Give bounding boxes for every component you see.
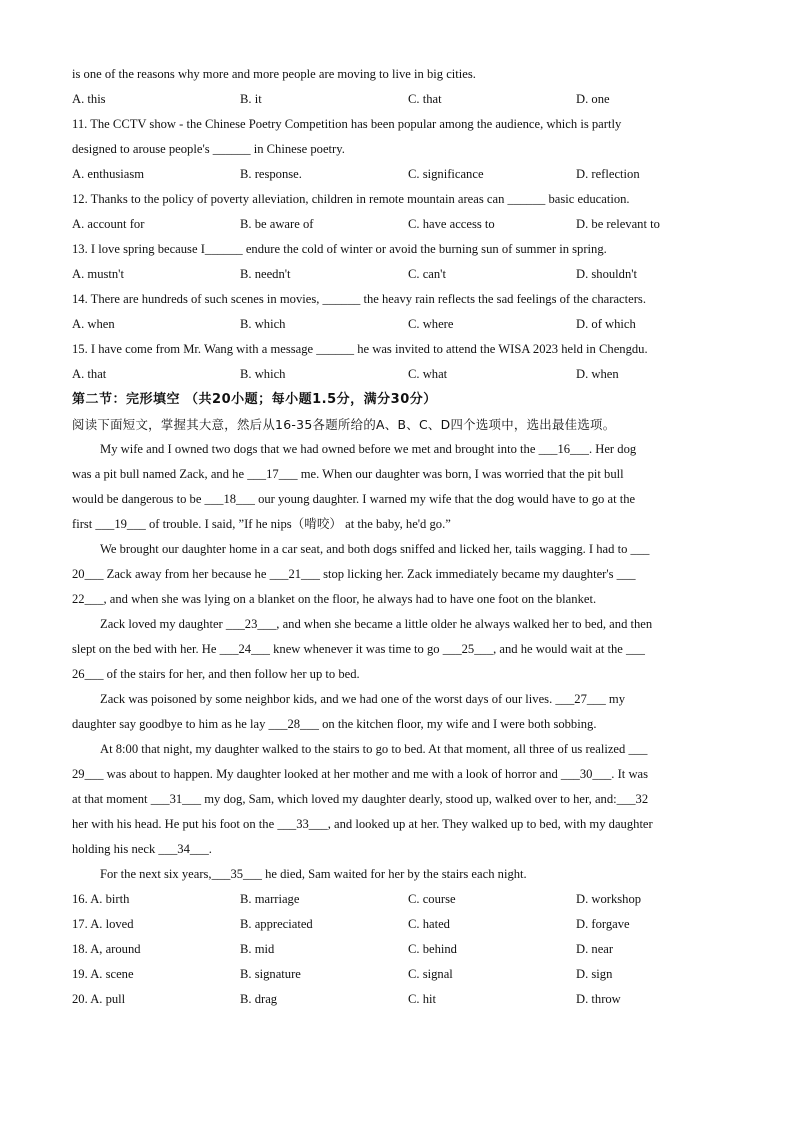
passage-line: Zack was poisoned by some neighbor kids, and we had one of the worst days of our lives. ___27___ my [100,692,625,706]
option-d: D. shouldn't [576,267,638,281]
option-b: B. signature [240,967,301,981]
option-d: D. forgave [576,917,630,931]
passage-line: Zack loved my daughter ___23___, and when she became a little older he always walked her to bed, and then [100,617,653,631]
option-d: D. reflection [576,167,640,181]
option-d: D. throw [576,992,621,1006]
passage-line: was a pit bull named Zack, and he ___17___ me. When our daughter was born, I was worried that the pit bull [72,467,624,481]
passage-line: 29___ was about to happen. My daughter looked at her mother and me with a look of horror and ___30___. It was [72,767,649,781]
option-c: C. have access to [408,217,495,231]
question-10-options [72,87,724,112]
passage-line: at that moment ___31___ my dog, Sam, which loved my daughter dearly, stood up, walked over to her, and:___32 [72,792,649,806]
passage-line: For the next six years,___35___ he died, Sam waited for her by the stairs each night. [100,867,527,881]
question-16-options [72,887,724,912]
option-b: B. response. [240,167,302,181]
question-12-options [72,212,724,237]
option-c: C. where [408,317,454,331]
passage-line: We brought our daughter home in a car seat, and both dogs sniffed and licked her, tails wagging. I had to ___ [100,542,650,556]
question-15-stem: 15. I have come from Mr. Wang with a message ______ he was invited to attend the WISA 2023 held in Chengdu. [72,342,648,356]
question-11-stem: 11. The CCTV show - the Chinese Poetry Competition has been popular among the audience, which is partly [72,117,622,131]
option-a: A. this [72,92,106,106]
option-a: 17. A. loved [72,917,134,931]
option-a: A. that [72,367,107,381]
option-d: D. of which [576,317,636,331]
option-d: D. sign [576,967,613,981]
passage-line: At 8:00 that night, my daughter walked to the stairs to go to bed. At that moment, all three of us realized ___ [100,742,648,756]
option-b: B. which [240,317,286,331]
option-a: 19. A. scene [72,967,134,981]
question-19-options [72,962,724,987]
option-a: 20. A. pull [72,992,126,1006]
question-12-stem: 12. Thanks to the policy of poverty alleviation, children in remote mountain areas can ______ basic education. [72,192,630,206]
option-a: A. mustn't [72,267,124,281]
option-b: B. it [240,92,262,106]
passage-line: holding his neck ___34___. [72,842,212,856]
section-instruction: 阅读下面短文，掌握其大意，然后从16-35各题所给的A、B、C、D四个选项中，选出最佳选项。 [72,417,616,432]
section-heading: 第二节：完形填空 （共20小题；每小题1.5分，满分30分） [72,392,437,407]
option-c: C. course [408,892,456,906]
passage-paragraph-4 [72,687,724,737]
question-15-options [72,362,724,387]
option-c: C. signal [408,967,453,981]
option-c: C. behind [408,942,457,956]
passage-line: My wife and I owned two dogs that we had owned before we met and brought into the ___16___. Her dog [100,442,637,456]
option-a: 18. A, around [72,942,141,956]
passage-line: 22___, and when she was lying on a blanket on the floor, he always had to have one foot on the blanket. [72,592,597,606]
passage-line: would be dangerous to be ___18___ our young daughter. I warned my wife that the dog would have to go at the [72,492,636,506]
option-c: C. hated [408,917,450,931]
option-b: B. drag [240,992,278,1006]
option-c: C. significance [408,167,484,181]
option-a: A. when [72,317,115,331]
option-b: B. mid [240,942,275,956]
question-13-stem: 13. I love spring because I______ endure the cold of winter or avoid the burning sun of summer in spring. [72,242,607,256]
question-14-stem: 14. There are hundreds of such scenes in movies, ______ the heavy rain reflects the sad feelings of the characters. [72,292,646,306]
option-d: D. one [576,92,610,106]
question-18-options [72,937,724,962]
passage-line: 20___ Zack away from her because he ___21___ stop licking her. Zack immediately became my daughter's ___ [72,567,636,581]
option-d: D. when [576,367,619,381]
option-b: B. needn't [240,267,291,281]
passage-paragraph-3 [72,612,724,687]
question-10-stem-end: is one of the reasons why more and more people are moving to live in big cities. [72,67,476,81]
exam-page [72,62,724,1012]
option-c: C. can't [408,267,446,281]
passage-paragraph-6 [72,862,724,887]
question-14-options [72,312,724,337]
passage-line: her with his head. He put his foot on the ___33___, and looked up at her. They walked up to bed, with my daughter [72,817,653,831]
option-b: B. which [240,367,286,381]
option-b: B. marriage [240,892,300,906]
passage-paragraph-5 [72,737,724,862]
option-a: A. account for [72,217,145,231]
option-c: C. hit [408,992,436,1006]
passage-line: first ___19___ of trouble. I said, ”If he nips（啃咬） at the baby, he'd go.” [72,517,451,531]
option-c: C. that [408,92,442,106]
option-b: B. appreciated [240,917,313,931]
question-17-options [72,912,724,937]
question-11-options [72,162,724,187]
option-c: C. what [408,367,448,381]
question-11-stem-cont: designed to arouse people's ______ in Chinese poetry. [72,142,345,156]
question-13-options [72,262,724,287]
option-a: A. enthusiasm [72,167,145,181]
passage-line: 26___ of the stairs for her, and then follow her up to bed. [72,667,360,681]
passage-line: slept on the bed with her. He ___24___ knew whenever it was time to go ___25___, and he would wait at the ___ [72,642,645,656]
option-d: D. workshop [576,892,642,906]
passage-line: daughter say goodbye to him as he lay ___28___ on the kitchen floor, my wife and I were both sobbing. [72,717,597,731]
passage-paragraph-1 [72,437,724,537]
option-d: D. be relevant to [576,217,660,231]
question-20-options [72,987,724,1012]
option-d: D. near [576,942,614,956]
passage-paragraph-2 [72,537,724,612]
option-a: 16. A. birth [72,892,130,906]
option-b: B. be aware of [240,217,314,231]
